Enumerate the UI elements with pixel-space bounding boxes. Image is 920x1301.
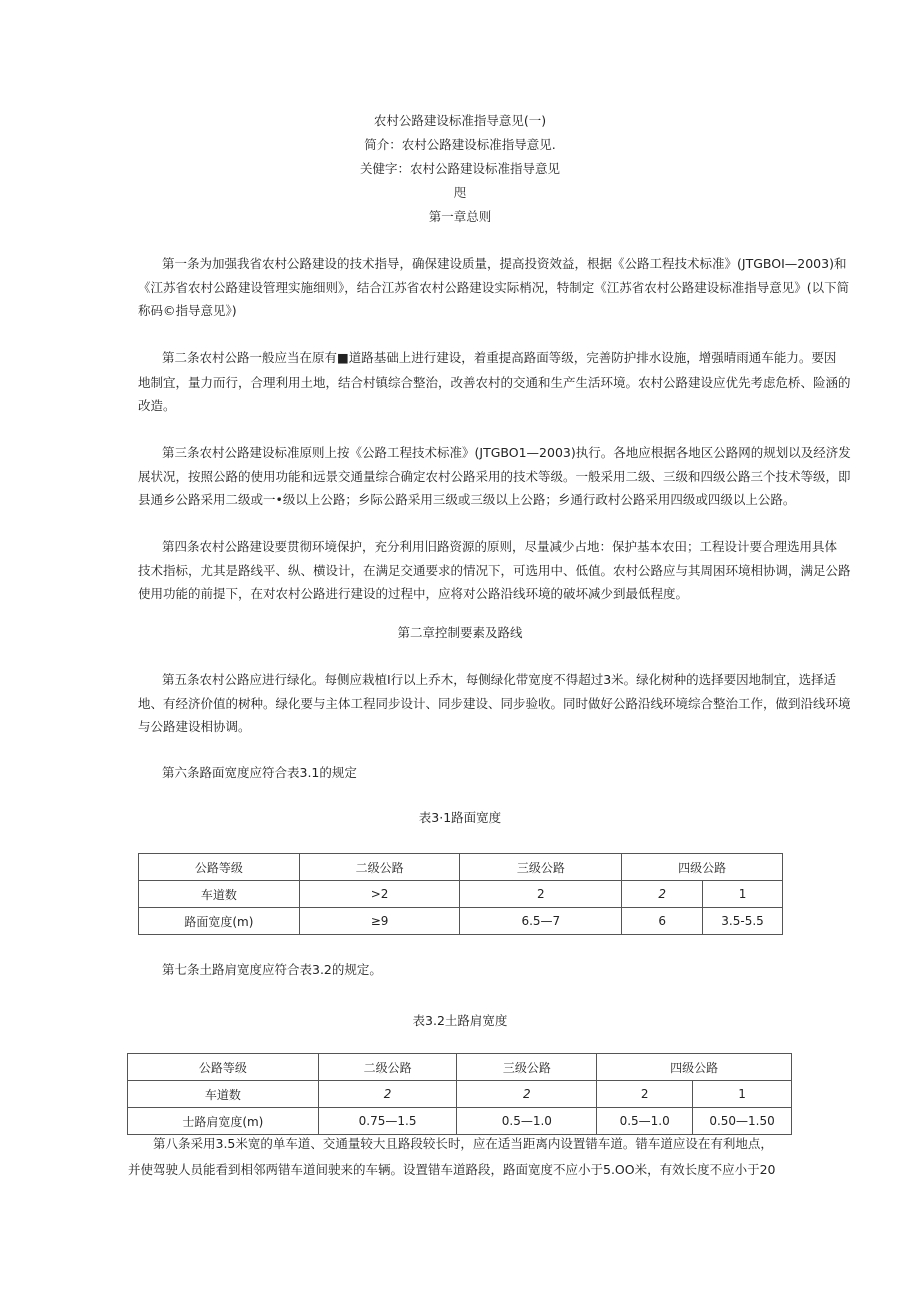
table-2: [127, 1053, 792, 1135]
article-3-line: 县通乡公路采用二级或一•级以上公路；乡际公路采用三级或三级以上公路；乡通行政村公路采用四级或四级以上公路。: [138, 492, 796, 507]
table-cell: 0.50—1.50: [693, 1108, 792, 1135]
table-cell: 路面宽度(m): [139, 908, 300, 935]
article-2-line: 第二条农村公路一般应当在原有■道路基础上进行建设，着重提高路面等级，完善防护排水设施，增强晴雨通车能力。要因: [162, 350, 837, 365]
article-5-line: 第五条农村公路应进行绿化。每侧应栽植I行以上乔木，每侧绿化带宽度不得超过3米。绿化树种的选择要因地制宜，选择适: [162, 672, 837, 687]
article-5-line: 与公路建设相协调。: [138, 719, 251, 734]
article-2-line: 改造。: [138, 398, 176, 413]
table-cell: 0.75—1.5: [318, 1108, 457, 1135]
table-cell: 二级公路: [318, 1054, 457, 1081]
table-cell: 三级公路: [460, 854, 622, 881]
table-cell: 车道数: [128, 1081, 319, 1108]
table-cell: 三级公路: [457, 1054, 597, 1081]
article-8-line: 第八条采用3.5米宽的单车道、交通量较大且路段较长时，应在适当距离内设置错车道。错车道应设在有利地点，: [153, 1136, 773, 1151]
table-1-caption: 表3·1路面宽度: [418, 810, 502, 825]
table-cell: 二级公路: [299, 854, 460, 881]
table-cell: 2: [460, 881, 622, 908]
article-3-line: 展状况，按照公路的使用功能和远景交通量综合确定农村公路采用的技术等级。一般采用二级、三级和四级公路三个技术等级，即: [138, 469, 851, 484]
table-row: [128, 1054, 792, 1081]
table-cell: 四级公路: [622, 854, 783, 881]
article-1-line: 第一条为加强我省农村公路建设的技术指导，确保建设质量，提高投资效益，根据《公路工程技术标准》(JTGBOI—2003)和: [162, 256, 847, 271]
table-cell: 2: [318, 1081, 457, 1108]
doc-intro: 简介：农村公路建设标准指导意见.: [364, 137, 556, 152]
table-row: [139, 908, 783, 935]
table-cell: 1: [703, 881, 783, 908]
article-6: 第六条路面宽度应符合表3.1的规定: [162, 765, 357, 780]
article-5-line: 地、有经济价值的树种。绿化要与主体工程同步设计、同步建设、同步验收。同时做好公路沿线环境综合整治工作，做到沿线环境: [138, 696, 851, 711]
table-cell: 2: [622, 881, 703, 908]
table-row: [128, 1081, 792, 1108]
article-4-line: 技术指标，尤其是路线平、纵、横设计，在满足交通要求的情况下，可选用中、低值。农村公路应与其周困环境相协调，满足公路: [138, 563, 851, 578]
article-1-line: 《江苏省农村公路建设管理实施细则》，结合江苏省农村公路建设实际梢况，特制定《江苏省农村公路建设标准指导意见》(以下简: [138, 280, 850, 295]
table-cell: 四级公路: [597, 1054, 792, 1081]
table-2-caption: 表3.2土路肩宽度: [412, 1013, 508, 1028]
doc-title: 农村公路建设标准指导意见(一): [373, 113, 547, 128]
doc-keywords: 关健字：农村公路建设标准指导意见: [359, 161, 560, 176]
article-4-line: 第四条农村公路建设要贯彻环境保护，充分利用旧路资源的原则，尽量减少占地：保护基本农田；工程设计要合理选用具体: [162, 539, 838, 554]
table-cell: >2: [299, 881, 460, 908]
article-4-line: 使用功能的前提下，在对农村公路进行建设的过程中，应将对公路沿线环境的破坏减少到最低程度。: [138, 586, 689, 601]
doc-mark: 咫: [453, 185, 467, 200]
table-cell: 公路等级: [128, 1054, 319, 1081]
table-cell: 2: [457, 1081, 597, 1108]
table-cell: 3.5-5.5: [703, 908, 783, 935]
table-cell: 0.5—1.0: [597, 1108, 693, 1135]
table-cell: 车道数: [139, 881, 300, 908]
article-2-line: 地制宜，量力而行，合理利用土地，结合村镇综合整治，改善农村的交通和生产生活环境。农村公路建设应优先考虑危桥、险涵的: [138, 375, 851, 390]
table-row: [139, 881, 783, 908]
table-row: [139, 854, 783, 881]
table-cell: 1: [693, 1081, 792, 1108]
table-cell: 公路等级: [139, 854, 300, 881]
table-row: [128, 1108, 792, 1135]
table-cell: 6.5—7: [460, 908, 622, 935]
table-1: [138, 853, 783, 935]
table-cell: 2: [597, 1081, 693, 1108]
article-3-line: 第三条农村公路建设标准原则上按《公路工程技术标准》(JTGBO1—2003)执行。各地应根据各地区公路网的规划以及经济发: [162, 445, 851, 460]
chapter-1-heading: 第一章总则: [428, 209, 492, 224]
article-7: 第七条土路肩宽度应符合表3.2的规定。: [162, 962, 382, 977]
table-cell: 士路肩宽度(m): [128, 1108, 319, 1135]
table-cell: 0.5—1.0: [457, 1108, 597, 1135]
table-cell: 6: [622, 908, 703, 935]
chapter-2-heading: 第二章控制要素及路线: [397, 625, 523, 640]
article-1-line: 称码©指导意见》): [138, 303, 237, 318]
table-cell: ≥9: [299, 908, 460, 935]
article-8-line: 并使驾驶人员能看到相邻两错车道间驶来的车辆。设置错车道路段，路面宽度不应小于5.OO米，有效长度不应小于20: [128, 1162, 776, 1177]
